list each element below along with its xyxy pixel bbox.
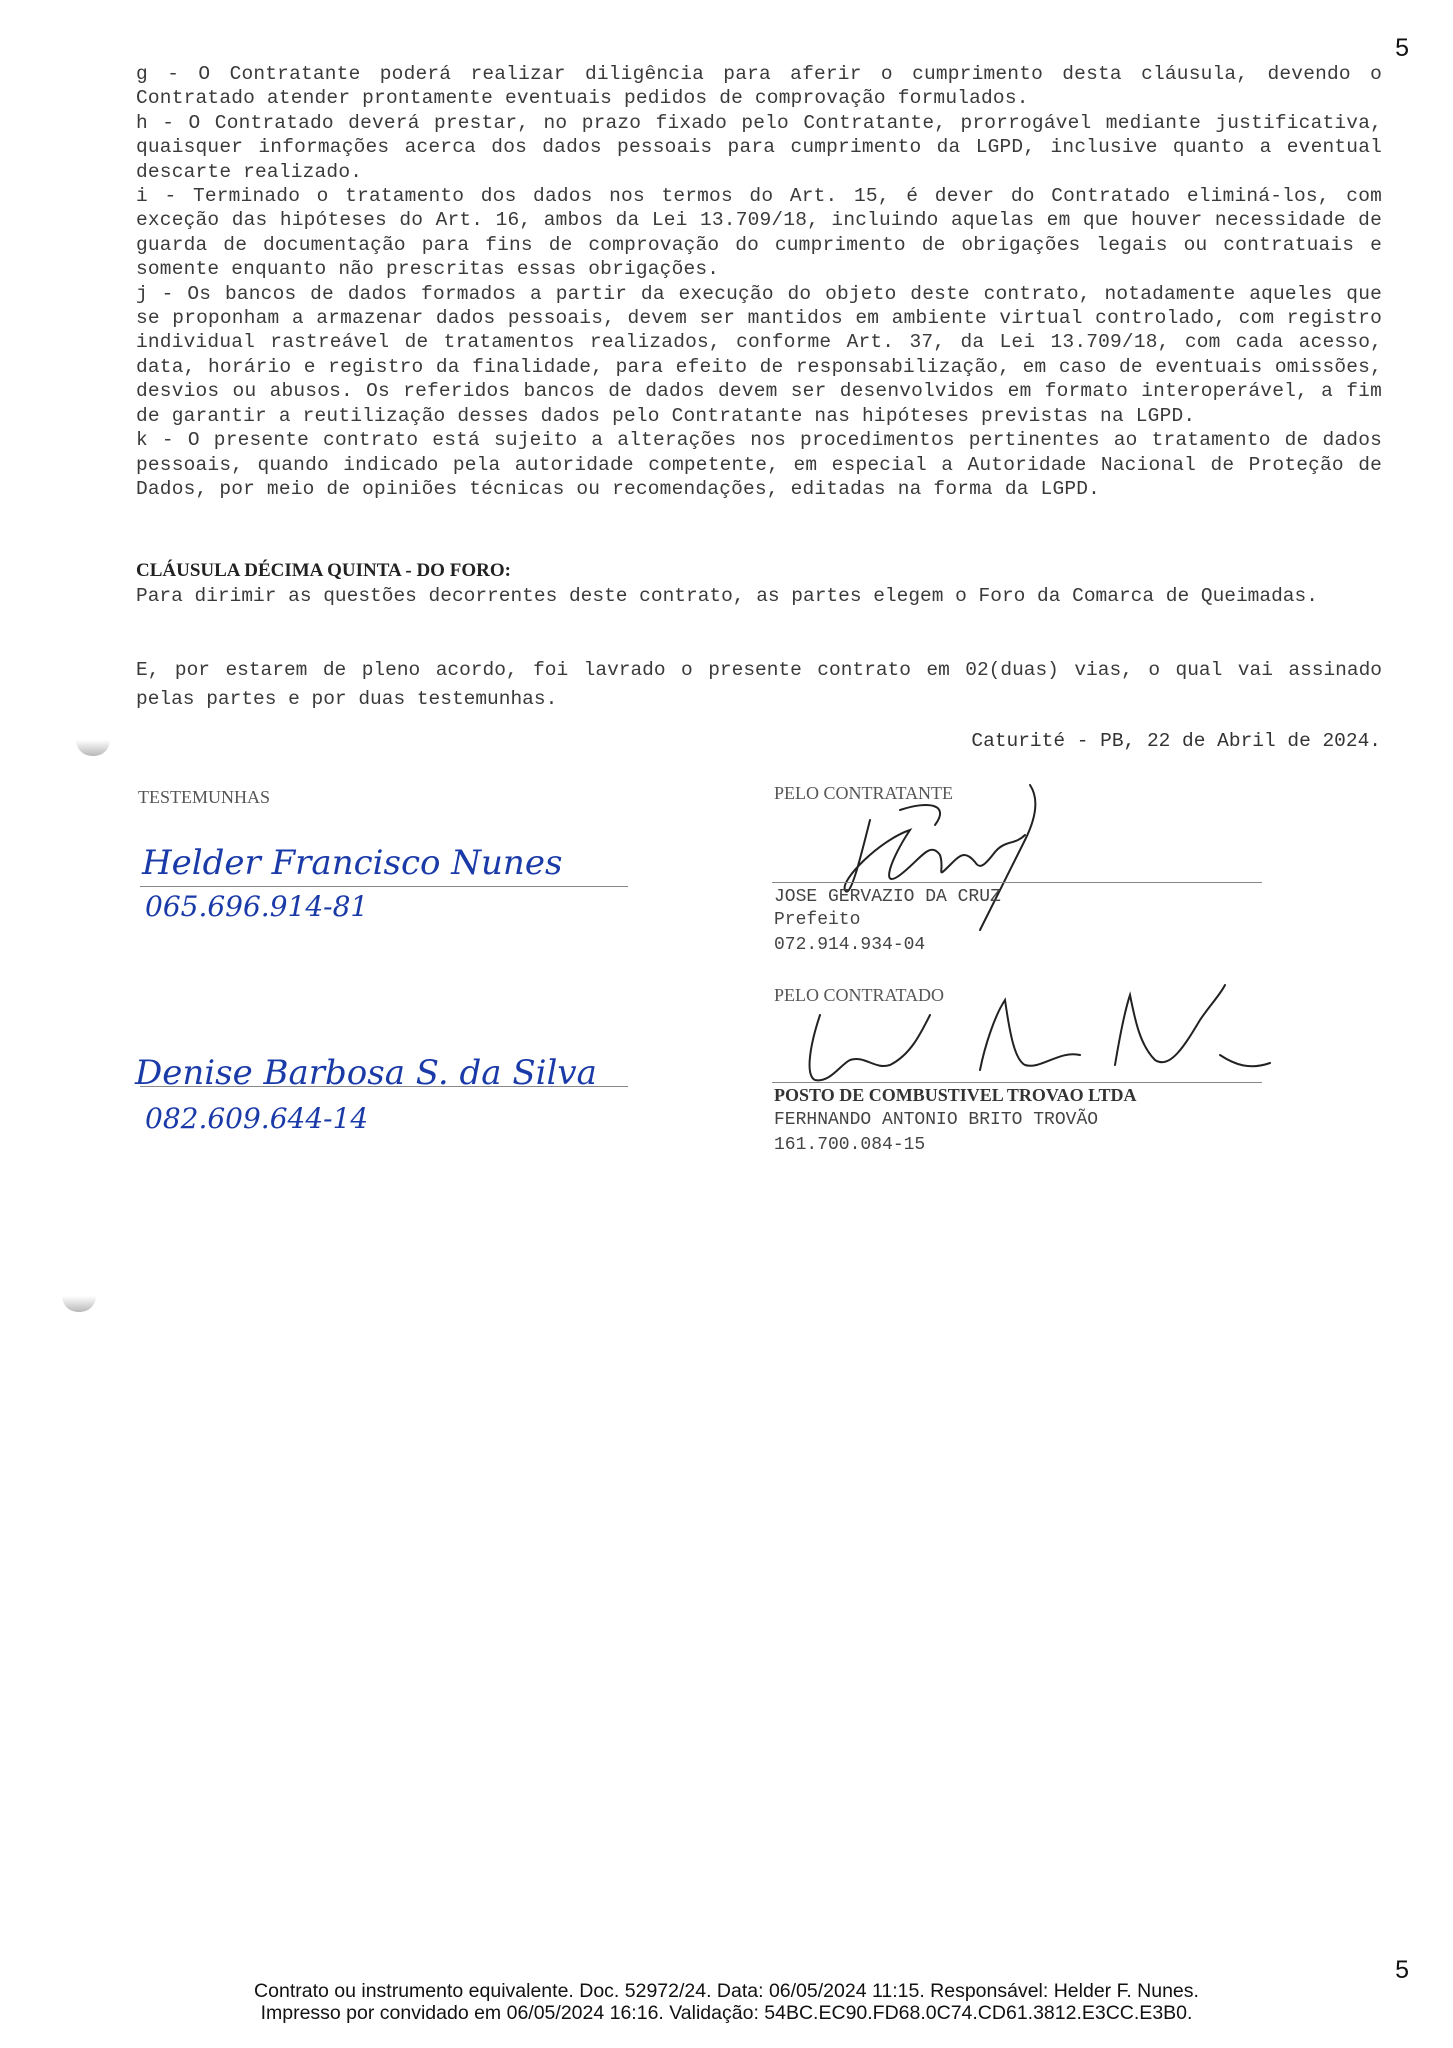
clause-g: g - O Contratante poderá realizar diligência para aferir o cumprimento desta cláusula, devendo o Contratado atender prontamente eventuais pedidos de comprovação formulados. bbox=[136, 63, 1382, 110]
witness1-handwritten-cpf: 065.696.914-81 bbox=[145, 890, 369, 923]
witness2-handwritten-name: Denise Barbosa S. da Silva bbox=[135, 1053, 597, 1093]
footer-line-1: Contrato ou instrumento equivalente. Doc. 52972/24. Data: 06/05/2024 11:15. Responsável: Helder F. Nunes. bbox=[254, 1980, 1199, 2002]
contratante-label: PELO CONTRATANTE bbox=[774, 783, 954, 803]
witness2-signature-line bbox=[140, 1086, 628, 1087]
witness1-signature-line bbox=[140, 886, 628, 887]
contratado-name: FERHNANDO ANTONIO BRITO TROVÃO bbox=[774, 1110, 1099, 1130]
witness1-handwritten-name: Helder Francisco Nunes bbox=[142, 843, 563, 883]
contratado-signature-line bbox=[772, 1082, 1262, 1083]
clause-k: k - O presente contrato está sujeito a alterações nos procedimentos pertinentes ao tratamento de dados pessoais, quando indicado pela autoridade competente, em especial a Autoridade Nacional de Proteção de Dados, por meio de opiniões técnicas ou recomendações, editadas na forma da LGPD. bbox=[136, 429, 1382, 500]
contratante-signature-line bbox=[772, 882, 1262, 883]
page-number-top: 5 bbox=[1395, 34, 1409, 62]
contratado-signature bbox=[780, 975, 1280, 1095]
contratante-name: JOSE GERVAZIO DA CRUZ bbox=[774, 887, 1001, 907]
contratante-role: Prefeito bbox=[774, 910, 861, 930]
contratado-cpf: 161.700.084-15 bbox=[774, 1135, 926, 1155]
witnesses-label: TESTEMUNHAS bbox=[138, 787, 271, 807]
foro-clause-title: CLÁUSULA DÉCIMA QUINTA - DO FORO: bbox=[136, 560, 511, 581]
footer-line-2: Impresso por convidado em 06/05/2024 16:16. Validação: 54BC.EC90.FD68.0C74.CD61.3812.E3CC.E3B0. bbox=[260, 2002, 1193, 2024]
witness2-handwritten-cpf: 082.609.644-14 bbox=[145, 1102, 369, 1135]
clause-h: h - O Contratado deverá prestar, no prazo fixado pelo Contratante, prorrogável mediante justificativa, quaisquer informações acerca dos dados pessoais para cumprimento da LGPD, inclusive quanto a eventual descarte realizado. bbox=[136, 111, 1382, 183]
contratante-cpf: 072.914.934-04 bbox=[774, 935, 926, 955]
clause-i: i - Terminado o tratamento dos dados nos termos do Art. 15, é dever do Contratado eliminá-los, com exceção das hipóteses do Art. 16, ambos da Lei 13.709/18, incluindo aquelas em que houver necessidade de guarda de documentação para fins de comprovação do cumprimento de obrigações legais ou contratuais e somente enquanto não prescritas essas obrigações. bbox=[136, 185, 1382, 281]
foro-clause-text: Para dirimir as questões decorrentes deste contrato, as partes elegem o Foro da Comarca de Queimadas. bbox=[136, 585, 1318, 607]
contratado-company: POSTO DE COMBUSTIVEL TROVAO LTDA bbox=[774, 1085, 1137, 1105]
validation-footer bbox=[0, 1980, 1453, 2024]
punch-hole bbox=[62, 1296, 96, 1312]
punch-hole bbox=[76, 740, 110, 756]
closing-text: E, por estarem de pleno acordo, foi lavrado o presente contrato em 02(duas) vias, o qual vai assinado pelas partes e por duas testemunhas. bbox=[136, 659, 1382, 710]
page-number-bottom: 5 bbox=[1395, 1956, 1409, 1984]
clause-j: j - Os bancos de dados formados a partir da execução do objeto deste contrato, notadamente aqueles que se proponham a armazenar dados pessoais, devem ser mantidos em ambiente virtual controlado, com registro individual rastreável de tratamentos realizados, conforme Art. 37, da Lei 13.709/18, com cada acesso, data, horário e registro da finalidade, para efeito de responsabilização, em caso de eventuais omissões, desvios ou abusos. Os referidos bancos de dados devem ser desenvolvidos em formato interoperável, a fim de garantir a reutilização desses dados pelo Contratante nas hipóteses previstas na LGPD. bbox=[136, 282, 1382, 427]
place-date: Caturité - PB, 22 de Abril de 2024. bbox=[971, 730, 1381, 752]
contratado-label: PELO CONTRATADO bbox=[774, 985, 945, 1005]
lgpd-clauses bbox=[136, 62, 1382, 501]
contratante-signature bbox=[840, 780, 1070, 940]
